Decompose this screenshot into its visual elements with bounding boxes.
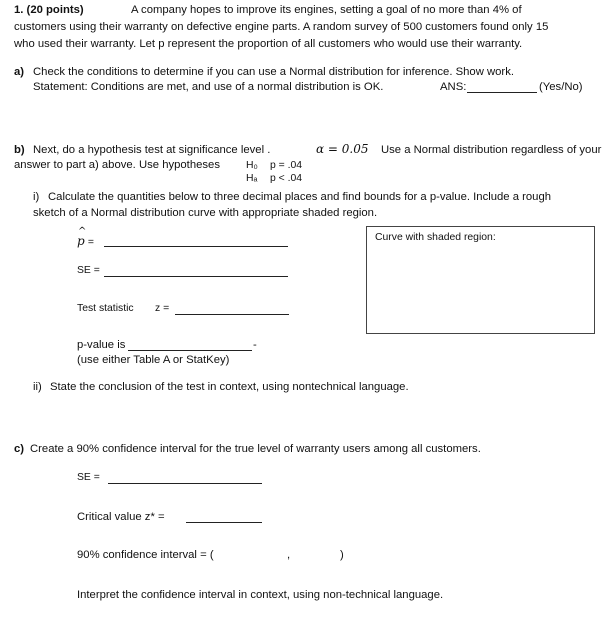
part-b-i-label: i) [33,191,40,203]
intro-line-3: who used their warranty. Let p represent the proportion of all customers who would use their warranty. [14,38,523,50]
intro-line-1: A company hopes to improve its engines, setting a goal of no more than 4% of [131,4,522,16]
part-c-se-blank[interactable] [108,472,262,484]
se-label: SE = [77,265,100,276]
pvalue-suffix: - [253,339,257,351]
phat-symbol: ^ p [77,234,85,249]
part-b-text-1: Next, do a hypothesis test at significance level . [33,144,271,156]
intro-line-2: customers using their warranty on defective engine parts. A random survey of 500 customers found only 15 [14,21,549,33]
ci-interpret-text: Interpret the confidence interval in context, using non-technical language. [77,589,444,601]
se-answer-blank[interactable] [104,265,288,277]
curve-sketch-box[interactable] [366,226,595,334]
z-label: z = [155,303,170,314]
phat-equals: = [87,237,94,248]
part-b-label: b) [14,144,25,156]
part-c-label: c) [14,443,25,455]
z-answer-blank[interactable] [175,303,289,315]
ha-value: p < .04 [270,173,303,184]
ci-label: 90% confidence interval = ( [77,549,214,561]
curve-box-label: Curve with shaded region: [375,232,496,243]
h0-value: p = .04 [270,160,303,171]
ha-label: Hₐ [246,173,258,184]
part-b-text-2: Use a Normal distribution regardless of your [381,144,602,156]
critical-value-label: Critical value z* = [77,511,165,523]
pvalue-note: (use either Table A or StatKey) [77,354,230,366]
part-c-se-label: SE = [77,472,100,483]
part-c-text: Create a 90% confidence interval for the true level of warranty users among all customers. [30,443,481,455]
test-stat-label: Test statistic [77,303,134,314]
part-b-text-3: answer to part a) above. Use hypotheses [14,159,220,171]
critical-value-blank[interactable] [186,511,262,523]
part-a-ans-hint: (Yes/No) [539,81,583,93]
phat-answer-blank[interactable] [104,235,288,247]
part-a-ans-label: ANS: [440,81,467,93]
part-a-statement: Statement: Conditions are met, and use of a normal distribution is OK. [33,81,384,93]
part-a-text: Check the conditions to determine if you can use a Normal distribution for inference. Show work. [33,66,514,78]
pvalue-label: p-value is [77,339,126,351]
ci-close: ) [340,549,344,561]
part-b-i-text-2: sketch of a Normal distribution curve with appropriate shaded region. [33,207,378,219]
h0-label: H₀ [246,160,258,171]
part-b-ii-text: State the conclusion of the test in context, using nontechnical language. [50,381,409,393]
part-b-alpha: α = 0.05 [316,142,369,156]
ci-comma: , [287,549,291,561]
phat-row [77,234,94,249]
part-a-answer-blank[interactable] [467,81,537,93]
part-b-ii-label: ii) [33,381,42,393]
part-a-label: a) [14,66,25,78]
part-b-i-text-1: Calculate the quantities below to three decimal places and find bounds for a p-value. Include a rough [48,191,552,203]
question-number: 1. (20 points) [14,4,84,16]
pvalue-answer-blank[interactable] [128,339,252,351]
